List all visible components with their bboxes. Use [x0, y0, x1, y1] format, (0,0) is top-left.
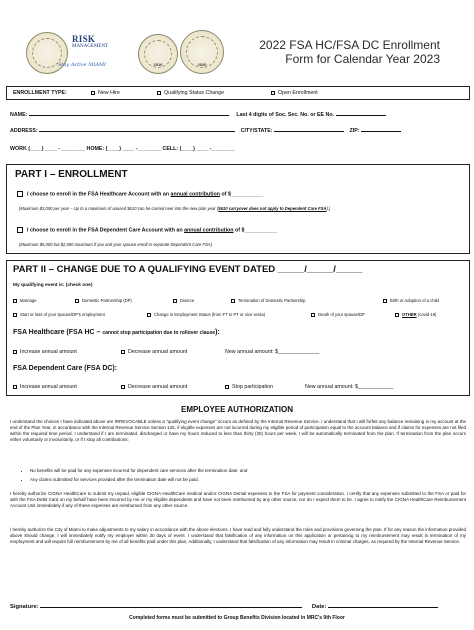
dc-enroll-option[interactable]: I choose to enroll in the FSA Dependent Care Account with an annual contribution of $___________: [17, 227, 457, 233]
signature-row: [10, 604, 470, 610]
fsa-dc-heading: FSA Dependent Care (FSA DC):: [13, 365, 118, 372]
hc-increase-option[interactable]: Increase annual amount: [13, 349, 77, 355]
name-label: NAME:: [10, 112, 28, 118]
form-title-line1: 2022 FSA HC/FSA DC Enrollment: [259, 38, 440, 52]
checkbox-icon: [17, 227, 23, 233]
event-marriage[interactable]: Marriage: [13, 298, 37, 303]
event-termination-dp[interactable]: Termination of Domestic Partnership: [231, 298, 306, 303]
zip-label: ZIP:: [349, 128, 360, 134]
bullet-item: • Any claims submitted for services provided after the termination date will not be paid.: [30, 477, 450, 483]
checkbox-icon: [91, 91, 95, 95]
event-death-spouse[interactable]: Death of your spouse/DP: [311, 312, 365, 317]
part2-title: PART II – CHANGE DUE TO A QUALIFYING EVENT DATED _____/_____/_____: [13, 264, 363, 275]
event-employment-status[interactable]: Change in Employment Status (from FT to PT or vice versa): [147, 312, 265, 317]
zip-field[interactable]: [361, 131, 401, 132]
checkbox-icon: [157, 91, 161, 95]
event-spouse-employment[interactable]: Start or loss of your spouse/DP's employment: [13, 312, 105, 317]
checkbox-icon: [395, 313, 399, 317]
enrollment-type-label: ENROLLMENT TYPE:: [13, 90, 67, 96]
enrollment-type-box: [6, 86, 470, 100]
qualifying-event-label: My qualifying event is: (check one): [13, 283, 93, 288]
event-birth-adoption[interactable]: Birth or Adoption of a child: [383, 298, 439, 303]
checkbox-icon: [173, 299, 177, 303]
risk-logo-subtitle: MANAGEMENT: [72, 44, 109, 49]
dc-decrease-option[interactable]: Decrease annual amount: [121, 384, 187, 390]
option-open-enrollment[interactable]: Open Enrollment: [271, 90, 318, 96]
option-new-hire[interactable]: New Hire: [91, 90, 120, 96]
signature-field[interactable]: [40, 607, 302, 608]
authorization-bullets: [30, 468, 450, 483]
checkbox-icon: [13, 299, 17, 303]
address-row: [10, 128, 470, 134]
checkbox-icon: [17, 191, 23, 197]
checkbox-icon: [121, 350, 125, 354]
option-qualifying-status-change[interactable]: Qualifying Status Change: [157, 90, 224, 96]
dc-new-amount-field[interactable]: New annual amount: $____________: [305, 384, 394, 390]
checkbox-icon: [311, 313, 315, 317]
checkbox-icon: [13, 385, 17, 389]
name-field[interactable]: [29, 115, 229, 116]
city-state-field[interactable]: [274, 131, 344, 132]
authorization-title: EMPLOYEE AUTHORIZATION: [181, 405, 293, 414]
authorization-para2: I hereby authorize CIGNA HealthCare to submit my unpaid, eligible CIGNA HealthCare medical and/or CIGNA Dental expenses to the FSA for payment consideration. I certify that any expenses submitted to the FSA or paid for with the FSA Debit Card on my behalf have been incurred by me or my eligible dependents and have not been reimbursed by any other source, nor do I expect them to be. I agree to notify the CIGNA HealthCare Reimbursement Account Unit immediately if any of these expenses are reimbursed from any other source.: [10, 491, 466, 508]
dc-increase-option[interactable]: Increase annual amount: [13, 384, 77, 390]
bullet-item: • No benefits will be paid for any expenses incurred for dependent care services after the termination date; and: [30, 468, 450, 474]
ssn-label: Last 4 digits of Soc. Sec. No. or EE No.: [236, 112, 335, 118]
event-domestic-partnership[interactable]: Domestic Partnership (DP): [75, 298, 132, 303]
phone-numbers-label[interactable]: WORK (____) ____ - ________ HOME: (____) ____ -________ CELL: (____) ____ -________: [10, 146, 235, 152]
name-row: [10, 112, 470, 118]
checkbox-icon: [13, 313, 17, 317]
risk-management-logo: [72, 34, 132, 62]
date-label: Date:: [311, 604, 327, 610]
fsa-hc-heading: FSA Healthcare (FSA HC – cannot stop participation due to rollover clause):: [13, 329, 220, 336]
hc-new-amount-field[interactable]: New annual amount: $______________: [225, 349, 320, 355]
form-title: [230, 38, 440, 66]
checkbox-icon: [121, 385, 125, 389]
award-seal-2016: 2016: [138, 34, 178, 74]
hc-limit-note: (Maximum $3,050 per year – Up to a maximum of unused $610 can be carried over into the new plan year ($610 carryover does not apply to Dependent Care FSA).): [19, 206, 331, 211]
part2-box: [6, 260, 470, 396]
award-seal-2020: 2020: [180, 30, 224, 74]
checkbox-icon: [383, 299, 387, 303]
event-other[interactable]: OTHER (covid-19): [395, 312, 436, 317]
dc-limit-note: (Maximum $5,000 but $2,500 maximum if you and your spouse enroll in separate Dependent Care FSA): [19, 242, 212, 247]
checkbox-icon: [271, 91, 275, 95]
dc-stop-option[interactable]: Stop participation: [225, 384, 273, 390]
checkbox-icon: [13, 350, 17, 354]
checkbox-icon: [231, 299, 235, 303]
hc-enroll-option[interactable]: I choose to enroll in the FSA Healthcare Account with an annual contribution of $___________: [17, 191, 457, 197]
part1-title: PART I – ENROLLMENT: [15, 169, 128, 180]
stay-active-script-logo: Stay Active MIAMI: [58, 62, 107, 68]
city-state-label: CITY/STATE:: [240, 128, 273, 134]
signature-label: Signature:: [10, 604, 39, 610]
ssn-field[interactable]: [336, 115, 386, 116]
risk-logo-title: RISK: [72, 34, 96, 44]
form-title-line2: Form for Calendar Year 2023: [285, 52, 440, 66]
submission-footer: Completed forms must be submitted to Group Benefits Division located in MRC's 9th Floor: [129, 615, 345, 621]
checkbox-icon: [225, 385, 229, 389]
hc-decrease-option[interactable]: Decrease annual amount: [121, 349, 187, 355]
authorization-para3: I hereby authorize the City of Miami to make adjustments to my salary in accordance with the above elections. I have read and fully understand the rules and provisions governing the plan. If for any reason the information provided above should change, I will immediately notify my employer within 30 days of event. I understand that falsification of any information on this application or pertaining to my reimbursement may result in termination of my employment and will require full reimbursement by me of all benefits paid under this plan. Additionally, I understand that falsification of any information may result in criminal charges, as required by the Internal Revenue Service.: [10, 527, 467, 544]
authorization-para1: I understand the choices I have indicated above are IRREVOCABLE unless a "qualifying event change" occurs as defined by the Internal Revenue Service. I understand that I will forfeit any balance remaining in my account at the end of the Plan Year, in accordance with the Internal Revenue Service Section 125, if eligible expenses are not incurred during my eligible period of participation equal to the account balance and if claims for expenses are not filed within the required time period. I understand if I am terminated, discharged or have my hours reduced to less than thirty (30) hours per week, I will be automatically terminated from the plan. If termination from the plan occurs either voluntarily or involuntarily, or if I stop all contributions:: [10, 419, 466, 442]
event-divorce[interactable]: Divorce: [173, 298, 194, 303]
phone-row[interactable]: [10, 146, 470, 152]
address-label: ADDRESS:: [10, 128, 38, 134]
part1-box: [6, 164, 470, 254]
address-field[interactable]: [39, 131, 235, 132]
date-field[interactable]: [328, 607, 438, 608]
checkbox-icon: [75, 299, 79, 303]
checkbox-icon: [147, 313, 151, 317]
